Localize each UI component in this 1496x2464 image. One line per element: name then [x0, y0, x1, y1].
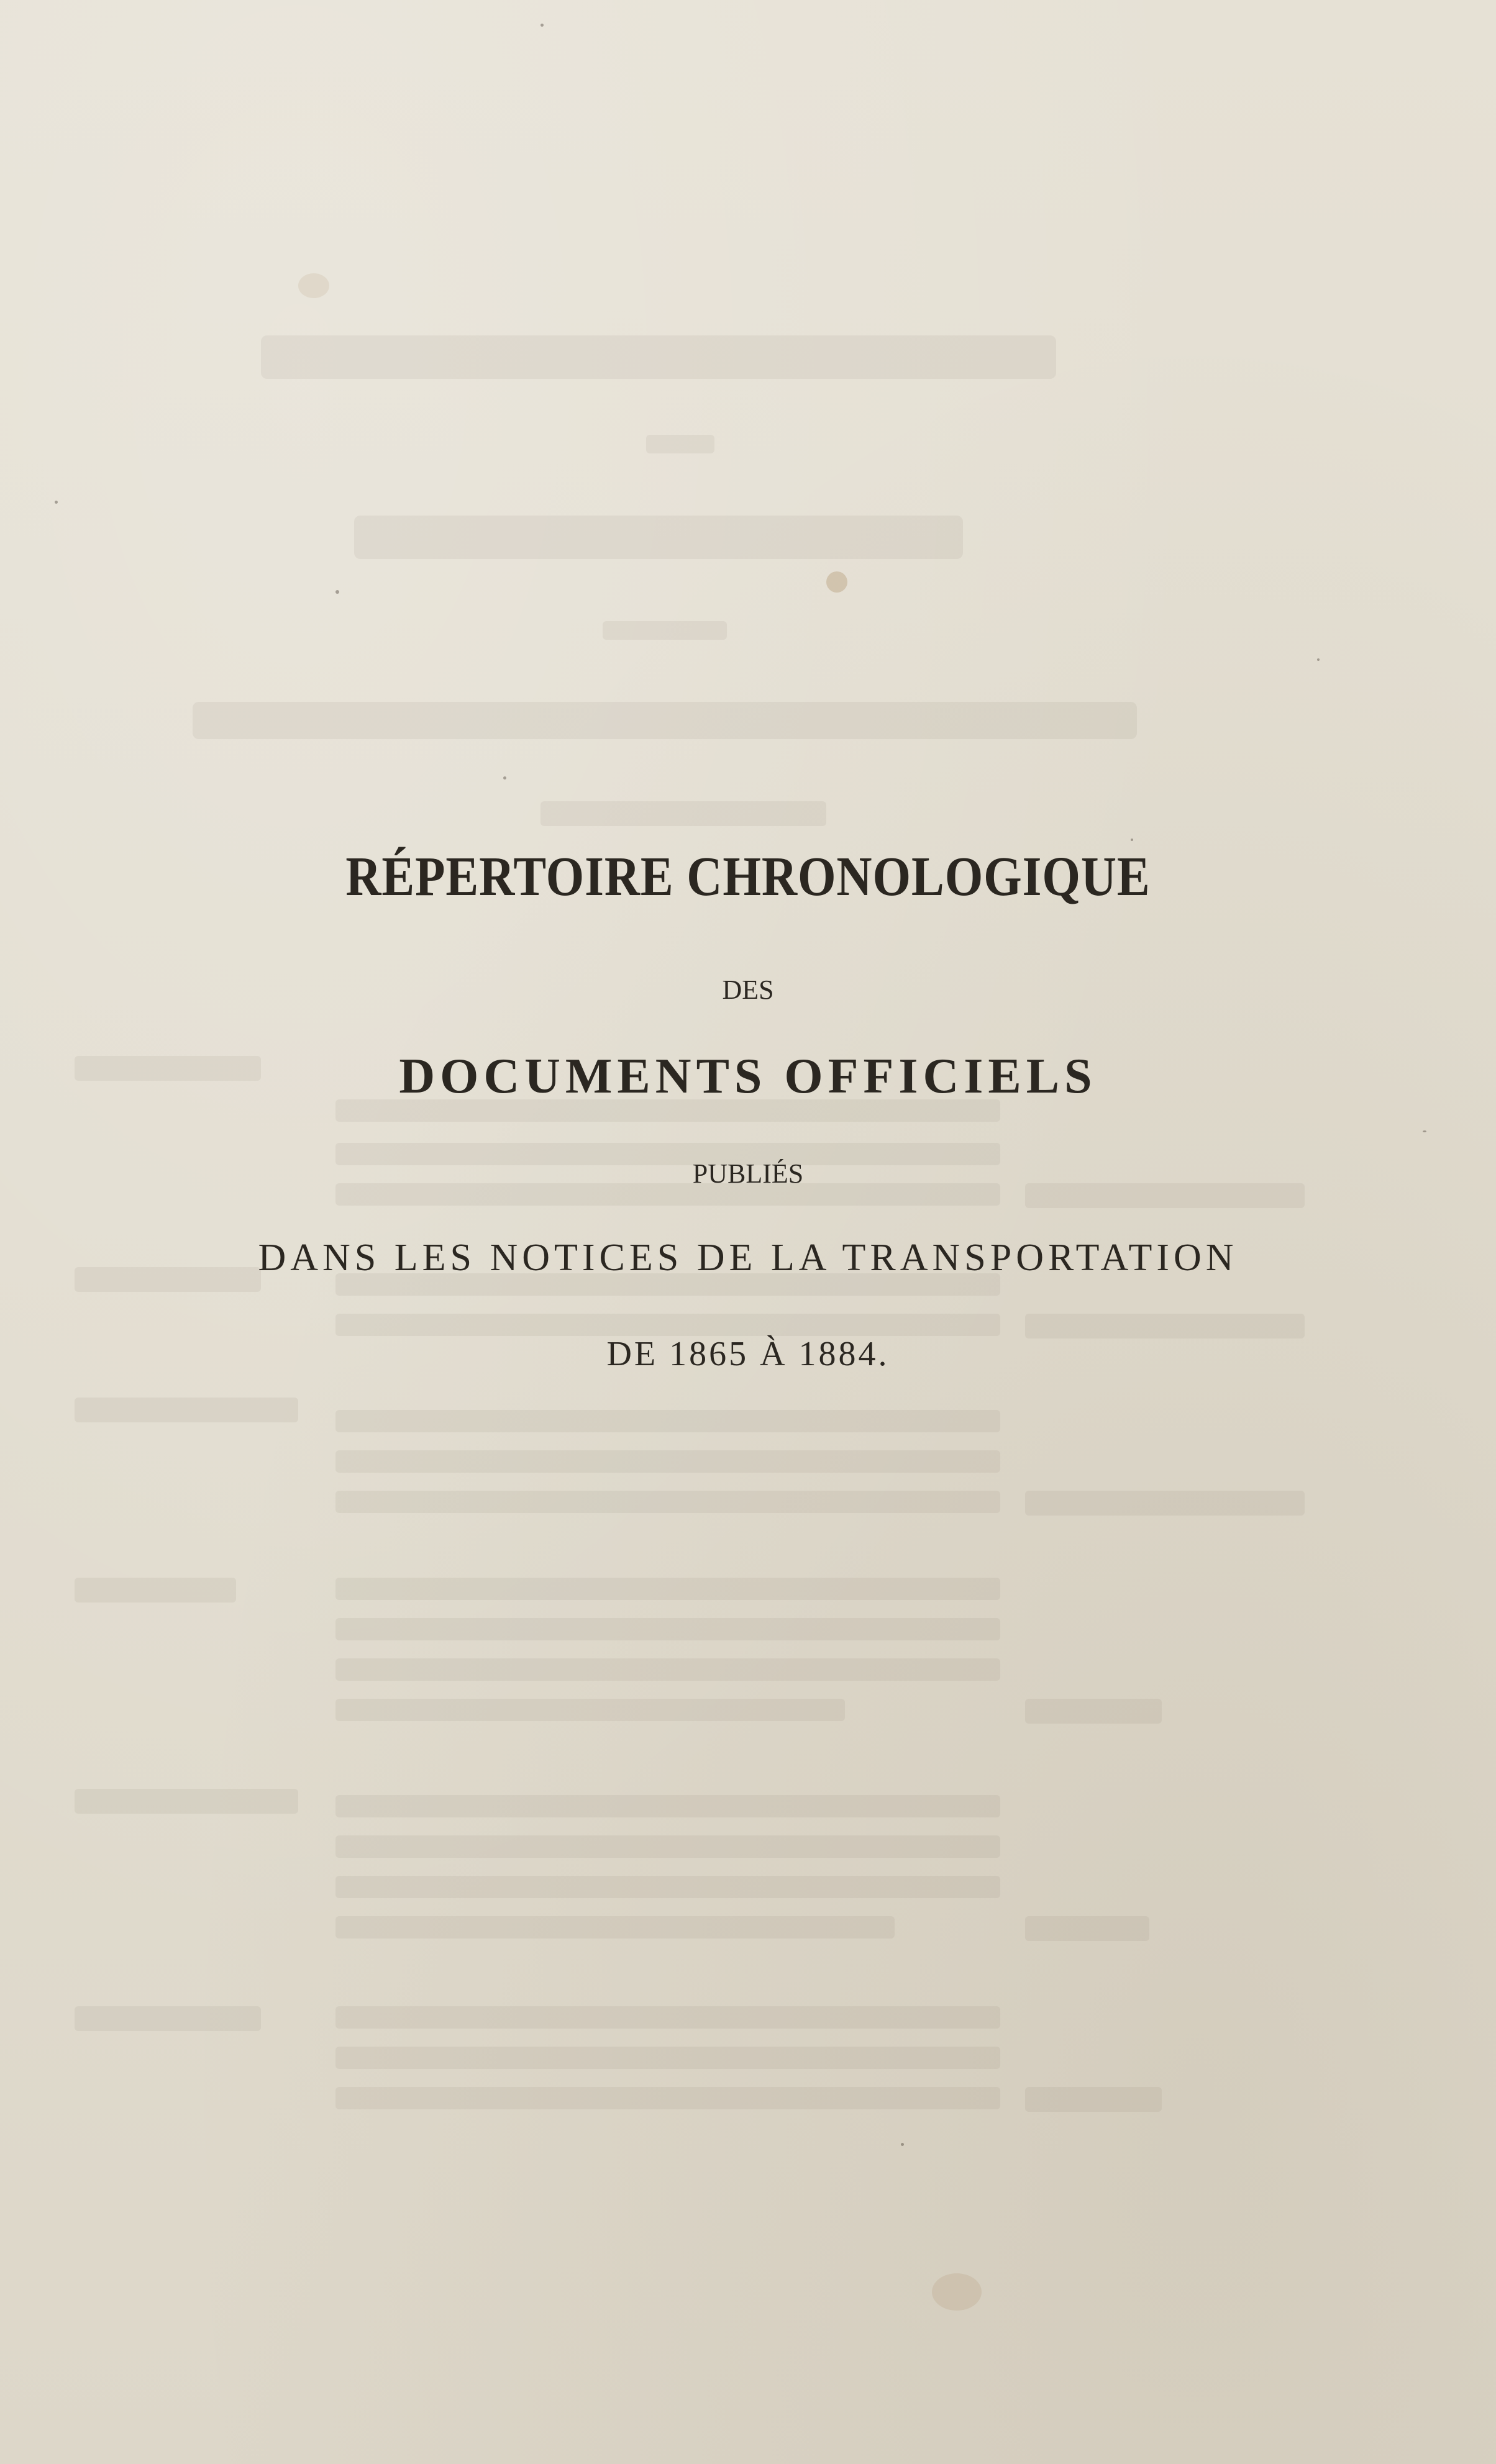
title-line-documents-officiels: DOCUMENTS OFFICIELS — [399, 1049, 1097, 1104]
speck — [55, 501, 58, 504]
title-line-des: DES — [722, 975, 774, 1005]
foxing-spot — [298, 273, 329, 298]
speck — [1423, 1130, 1426, 1132]
foxing-spot — [826, 571, 847, 593]
speck — [1317, 658, 1320, 661]
speck — [901, 2143, 904, 2146]
title-line-repertoire: RÉPERTOIRE CHRONOLOGIQUE — [345, 846, 1151, 907]
speck — [540, 24, 544, 27]
title-line-notices: DANS LES NOTICES DE LA TRANSPORTATION — [258, 1237, 1238, 1279]
foxing-spot — [932, 2273, 982, 2311]
title-line-dates: DE 1865 À 1884. — [606, 1335, 890, 1373]
speck — [503, 776, 506, 780]
title-line-publies: PUBLIÉS — [692, 1158, 804, 1189]
speck — [1131, 839, 1133, 841]
speck — [335, 590, 339, 594]
